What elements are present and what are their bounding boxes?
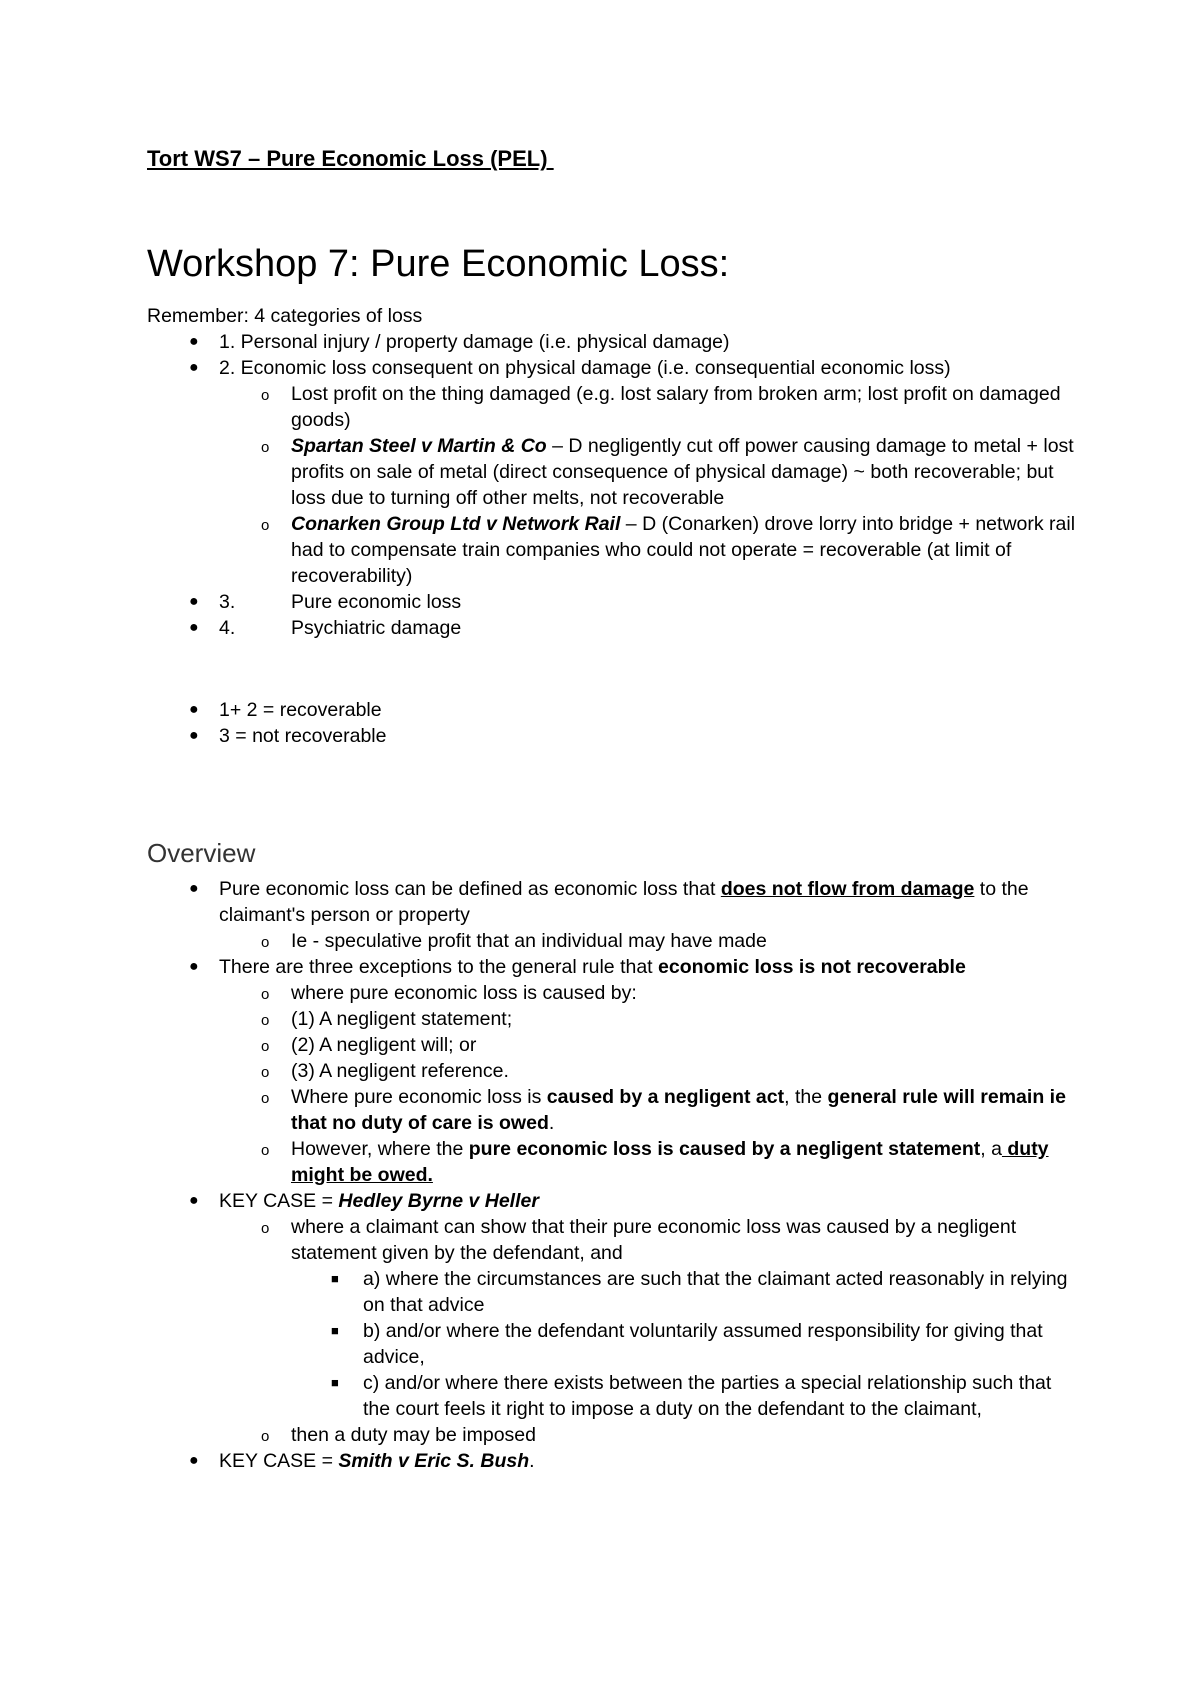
categories-list: [147, 329, 1077, 641]
circle-bullet-icon: o: [261, 1220, 270, 1237]
circle-bullet-icon: o: [261, 986, 270, 1003]
list-item: o where a claimant can show that their pure economic loss was caused by a negligent statement given by the defendant, and ■ a) where the circumstances are such that the claimant acted reasonably in relying on that advice ■ b) and/or where the defendant voluntarily assumed responsibility for giving that advice, ■ c) and/or where there exists between the parties a special relationship such that the court feels it right to impose a duty on the defendant to the claimant,: [219, 1214, 1077, 1422]
bullet-icon: ●: [189, 619, 199, 636]
list-item: o Where pure economic loss is caused by a negligent act, the general rule will remain ie that no duty of care is owed.: [261, 1086, 1066, 1134]
list-item: ● 3 = not recoverable: [189, 725, 387, 747]
circle-bullet-icon: o: [261, 517, 270, 534]
bullet-icon: ●: [189, 359, 199, 376]
sublist: [219, 980, 1077, 1188]
bullet-icon: ●: [189, 727, 199, 744]
list-item: ● KEY CASE = Smith v Eric S. Bush.: [189, 1450, 535, 1472]
circle-bullet-icon: o: [261, 1090, 270, 1107]
workshop-heading: Workshop 7: Pure Economic Loss:: [147, 243, 730, 285]
bullet-icon: ●: [189, 701, 199, 718]
case-name: Spartan Steel v Martin & Co: [291, 435, 547, 457]
list-item: o Conarken Group Ltd v Network Rail – D (Conarken) drove lorry into bridge + network rail had to compensate train companies who could not operate = recoverable (at limit of recoverability): [261, 513, 1076, 587]
list-item: o then a duty may be imposed: [219, 1422, 1077, 1448]
case-name: Hedley Byrne v Heller: [338, 1190, 539, 1212]
bullet-icon: ●: [189, 880, 199, 897]
list-item: o (1) A negligent statement;: [219, 1006, 1077, 1032]
circle-bullet-icon: o: [261, 934, 270, 951]
case-name: Conarken Group Ltd v Network Rail: [291, 513, 621, 535]
list-item: o Lost profit on the thing damaged (e.g. lost salary from broken arm; lost profit on damaged goods): [261, 383, 1061, 431]
circle-bullet-icon: o: [261, 1428, 270, 1445]
square-bullet-icon: ■: [331, 1271, 339, 1286]
circle-bullet-icon: o: [261, 1064, 270, 1081]
list-item: ● 4. Psychiatric damage: [189, 617, 462, 639]
sublist: [219, 1214, 1077, 1448]
case-name: Smith v Eric S. Bush: [338, 1450, 530, 1472]
list-item: ● KEY CASE = Hedley Byrne v Heller o where a claimant can show that their pure economic loss was caused by a negligent statement given by the defendant, and ■ a) where the circumstances are such that the claimant acted reasonably in relying on that advice ■ b) and/or where the defendant voluntarily assumed responsibility for giving that advice, ■ c) and/or where there exists between the parties a special relationship such that the court feels it right to impose a duty on the defendant to the claimant, o then a duty may be imposed: [147, 1188, 1077, 1448]
list-item: o Ie - speculative profit that an individual may have made: [219, 928, 1077, 954]
document-title: Tort WS7 – Pure Economic Loss (PEL): [147, 146, 554, 171]
circle-bullet-icon: o: [261, 387, 270, 404]
list-item: ■ b) and/or where the defendant voluntarily assumed responsibility for giving that advice,: [331, 1320, 1043, 1368]
overview-list: [147, 876, 1077, 1474]
sublist: [219, 381, 1077, 589]
sublist: [219, 928, 1077, 954]
circle-bullet-icon: o: [261, 439, 270, 456]
list-item: ■ a) where the circumstances are such that the claimant acted reasonably in relying on that advice: [331, 1268, 1068, 1316]
overview-heading: Overview: [147, 838, 256, 868]
recoverability-list: [147, 697, 1077, 749]
bullet-icon: ●: [189, 1452, 199, 1469]
square-bullet-icon: ■: [331, 1323, 339, 1338]
square-bullet-icon: ■: [331, 1375, 339, 1390]
list-item: o (3) A negligent reference.: [219, 1058, 1077, 1084]
list-item: o Spartan Steel v Martin & Co – D negligently cut off power causing damage to metal + lost profits on sale of metal (direct consequence of physical damage) ~ both recoverable; but loss due to turning off other melts, not recoverable: [261, 435, 1074, 509]
list-item: o (2) A negligent will; or: [219, 1032, 1077, 1058]
list-item: ■ c) and/or where there exists between the parties a special relationship such that the court feels it right to impose a duty on the defendant to the claimant,: [331, 1372, 1052, 1420]
circle-bullet-icon: o: [261, 1142, 270, 1159]
list-item: ● Pure economic loss can be defined as economic loss that does not flow from damage to the claimant's person or property o Ie - speculative profit that an individual may have made: [147, 876, 1077, 954]
bullet-icon: ●: [189, 333, 199, 350]
list-item: o However, where the pure economic loss is caused by a negligent statement, a duty might be owed.: [261, 1138, 1049, 1186]
list-item: ● 2. Economic loss consequent on physical damage (i.e. consequential economic loss) o Lost profit on the thing damaged (e.g. lost salary from broken arm; lost profit on damaged goods) o Spartan Steel v Martin & Co – D negligently cut off power causing damage to metal + lost profits on sale of metal (direct consequence of physical damage) ~ both recoverable; but loss due to turning off other melts, not recoverable o Conarken Group Ltd v Network Rail – D (Conarken) drove lorry into bridge + network rail had to compensate train companies who could not operate = recoverable (at limit of recoverability): [189, 357, 1076, 587]
list-item: ● 3. Pure economic loss: [189, 591, 462, 613]
circle-bullet-icon: o: [261, 1038, 270, 1055]
list-item: ● 1. Personal injury / property damage (i.e. physical damage): [189, 331, 730, 353]
remember-line: Remember: 4 categories of loss: [147, 305, 423, 327]
list-item: ● 1+ 2 = recoverable: [189, 699, 382, 721]
circle-bullet-icon: o: [261, 1012, 270, 1029]
bullet-icon: ●: [189, 1192, 199, 1209]
list-item: ● There are three exceptions to the general rule that economic loss is not recoverable o where pure economic loss is caused by: o (1) A negligent statement; o (2) A negligent will; or o (3) A negligent reference. o Where pure economic loss is caused by a negligent act, the general rule will remain ie that no duty of care is owed. o However, where the pure economic loss is caused by a negligent statement, a duty might be owed.: [147, 954, 1077, 1188]
list-item: o where pure economic loss is caused by:: [219, 980, 1077, 1006]
overview-section: [147, 876, 1077, 1474]
sub-sublist: [291, 1266, 1077, 1422]
bullet-icon: ●: [189, 958, 199, 975]
bullet-icon: ●: [189, 593, 199, 610]
intro-section: [147, 303, 1077, 749]
